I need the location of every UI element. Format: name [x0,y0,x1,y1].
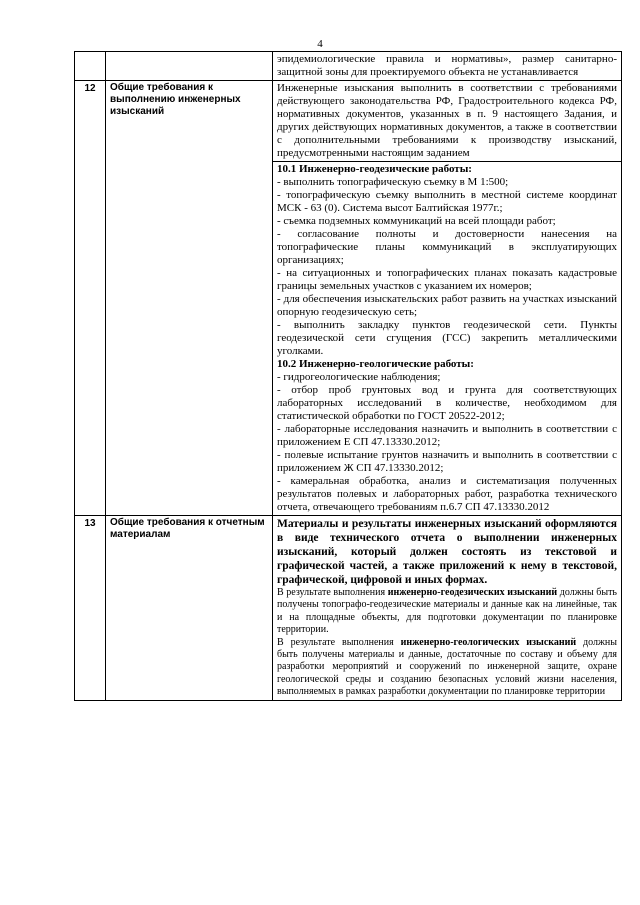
emphasis-text: инженерно-геологических изысканий [400,636,577,648]
list-item: - лабораторные исследования назначить и выполнить в соответствии с приложением Е СП 47.13330.2012; [277,423,617,448]
list-item: - съемка подземных коммуникаций на всей площади работ; [277,215,556,227]
list-item: - для обеспечения изыскательских работ развить на участках изысканий опорную геодезическую сеть; [277,293,617,318]
table-row [75,516,622,701]
row-text-cell [273,516,622,701]
row-text-cell [273,52,622,81]
text-span: должны быть получены топографо-геодезические материалы и данные как на линейные, так и на площадные объекты, для подготовки документации по планировке территории. [277,587,617,636]
page-number: 4 [317,38,323,50]
row-number-cell: 12 [75,81,106,516]
text-span: должны быть получены материалы и данные, достаточные по составу и объему для разработки мероприятий и сооружений по инженерной защите, охране геологической среды и созданию безопасных условий жизни населения, выполняемых в рамках разработки документации по планировке территории [277,636,617,698]
geodetic-results-text [277,587,617,637]
text-span: В результате выполнения [277,587,388,598]
geologic-works-title: 10.2 Инженерно-геологические работы: [277,358,474,370]
requirements-intro: Инженерные изыскания выполнить в соответствии с требованиями действующего законодательства РФ, Градостроительного кодекса РФ, нормативных документов, указанных в п. 9 настоящего Задания, и других действующих нормативных документов, а также в соответствии с дополнительными требованиями к производству изысканий, предусмотренными настоящим заданием [277,82,617,159]
emphasis-text: инженерно-геодезических изысканий [387,587,558,598]
list-item: - на ситуационных и топографических планах показать кадастровые границы земельных участков с указанием их номеров; [277,267,617,292]
list-item: - полевые испытание грунтов назначить и выполнить в соответствии с приложением Ж СП 47.13330.2012; [277,449,617,474]
report-format-intro: Материалы и результаты инженерных изысканий оформляются в виде технического отчета о выполнении инженерных изысканий, который должен состоять из текстовой и графической частей, а также приложений к нему в текстовой, графической, цифровой и иных формах. [277,518,617,586]
row-name-cell: Общие требования к отчетным материалам [106,516,273,701]
list-item: - гидрогеологические наблюдения; [277,371,441,383]
list-item: - камеральная обработка, анализ и систематизация полученных результатов полевых и лабораторных работ, разработка технического отчета, отвечающего требованиям п.6.7 СП 47.13330.2012 [277,475,617,513]
row-text-cell [273,81,622,162]
row-name-cell: Общие требования к выполнению инженерных изысканий [106,81,273,516]
list-item: - топографическую съемку выполнить в местной системе координат МСК - 63 (0). Система высот Балтийская 1977г.; [277,189,617,214]
requirements-table [74,51,622,701]
table-row [75,52,622,81]
table-row [75,81,622,162]
list-item: - выполнить закладку пунктов геодезической сети. Пункты геодезической сети сгущения (ГСС) закрепить металлическими уголками. [277,319,617,357]
row-number-cell: 13 [75,516,106,701]
row-number-cell [75,52,106,81]
list-item: - отбор проб грунтовых вод и грунта для соответствующих лабораторных исследований в количестве, необходимом для статистической обработки по ГОСТ 20522-2012; [277,384,617,422]
row-text-cell [273,162,622,516]
list-item: - выполнить топографическую съемку в М 1:500; [277,176,509,188]
geodetic-works-title: 10.1 Инженерно-геодезические работы: [277,163,472,175]
continuation-text: эпидемиологические правила и нормативы», размер санитарно-защитной зоны для проектируемого объекта не устанавливается [277,53,617,78]
list-item: - согласование полноты и достоверности нанесения на топографические планы коммуникаций в эксплуатирующих организациях; [277,228,617,266]
row-name-cell [106,52,273,81]
text-span: В результате выполнения [277,636,401,648]
geologic-results-text [277,637,617,699]
